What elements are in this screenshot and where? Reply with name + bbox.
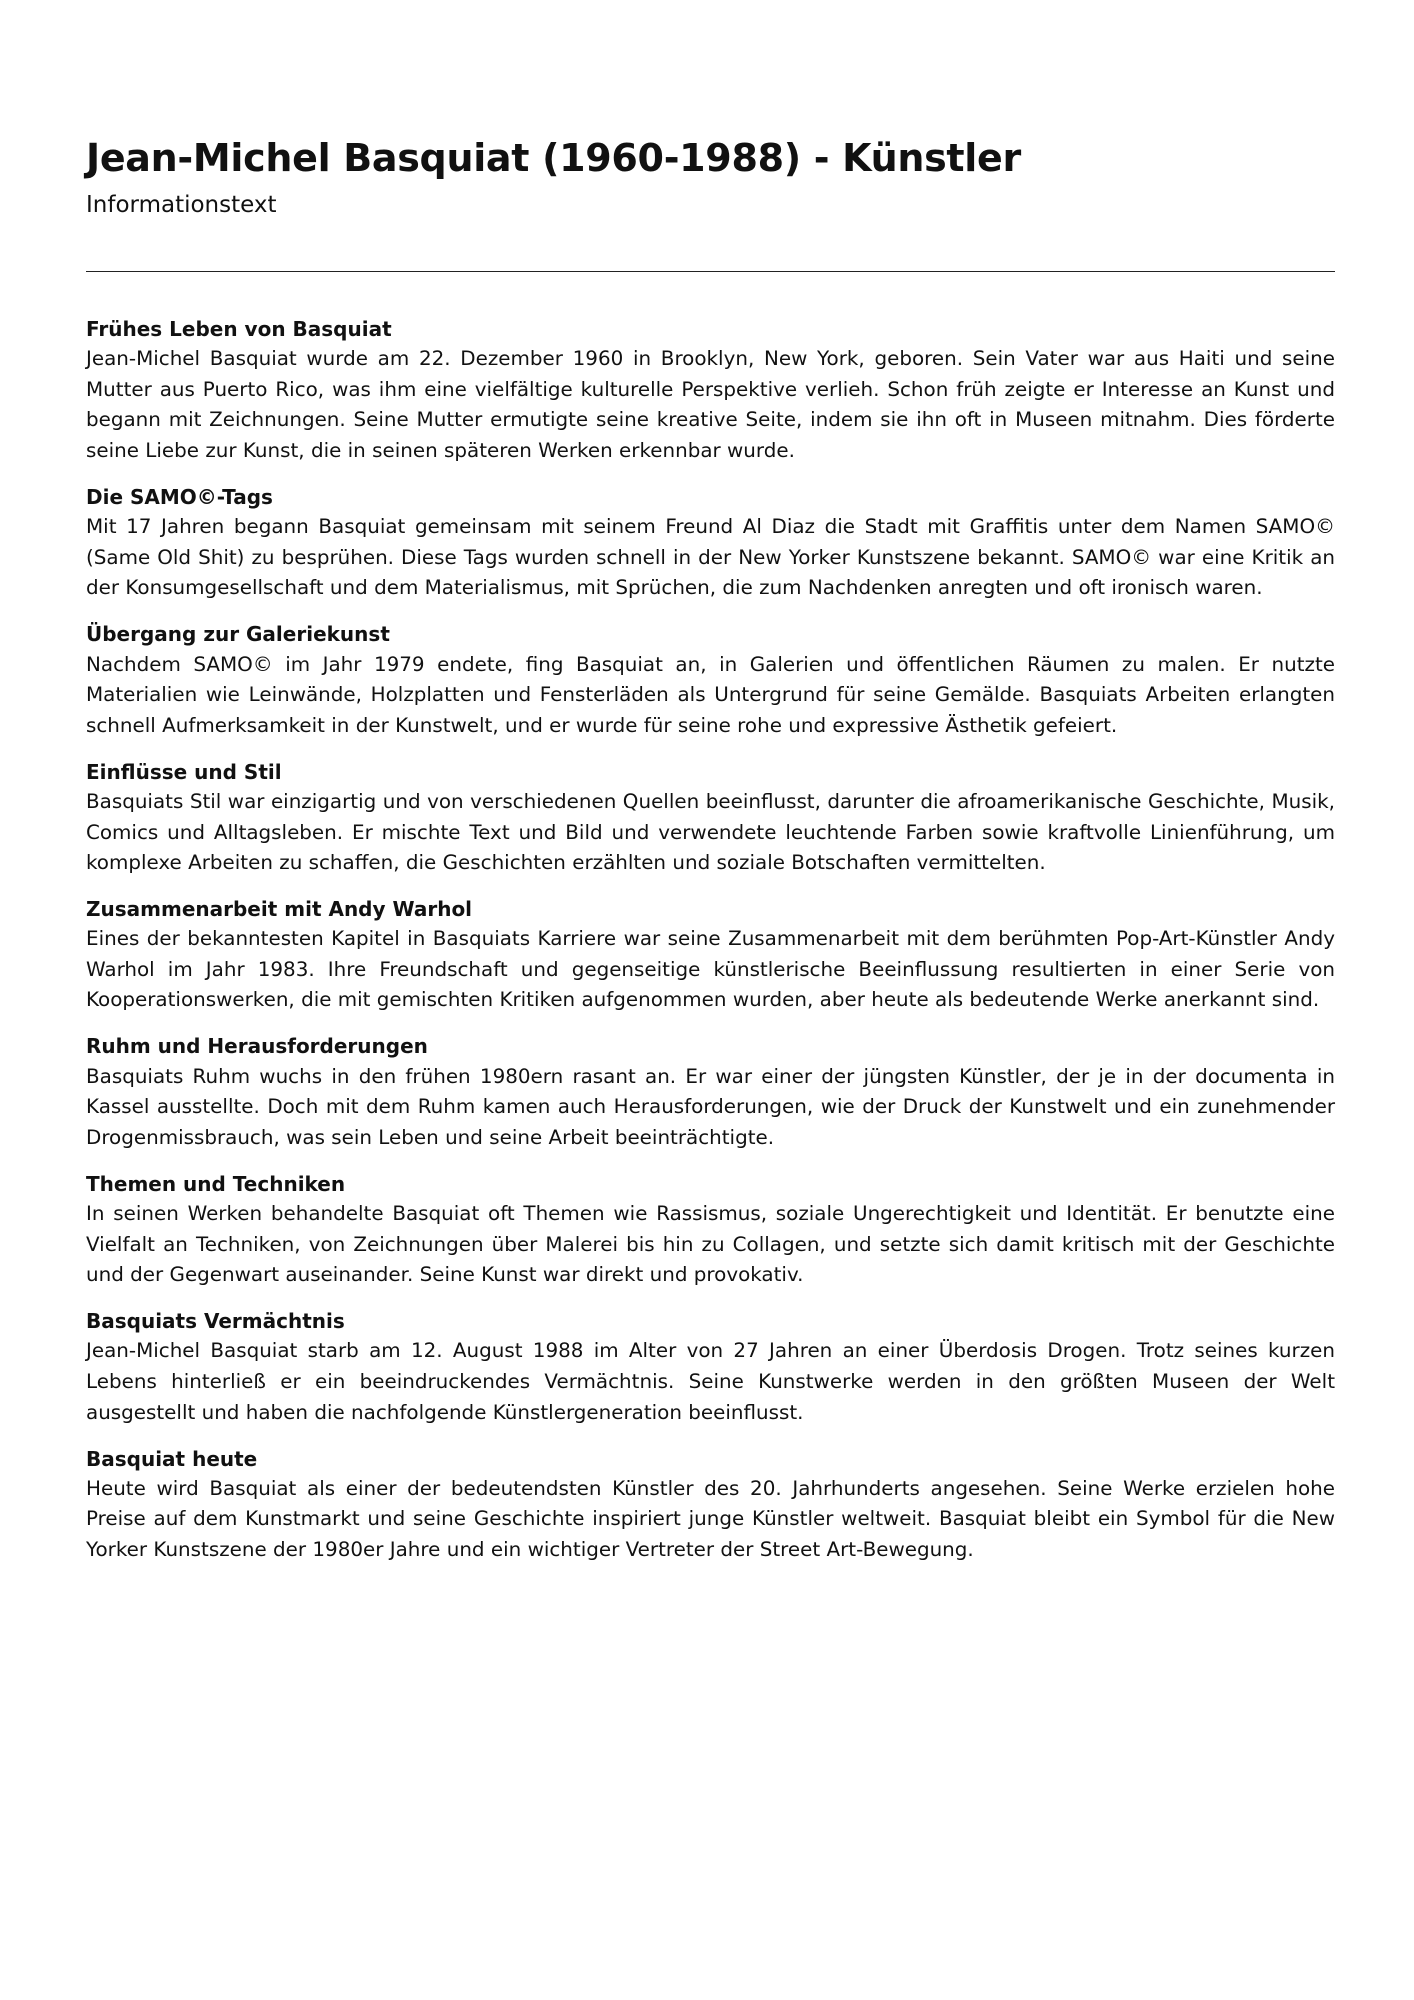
section-fruehes-leben bbox=[86, 314, 1335, 467]
section-einfluesse-stil bbox=[86, 757, 1335, 879]
section-body: Basquiats Ruhm wuchs in den frühen 1980ern rasant an. Er war einer der jüngsten Künstler, der je in der documenta in Kassel ausstellte. Doch mit dem Ruhm kamen auch Herausforderungen, wie der Druck der Kunstwelt und ein zunehmender Drogenmissbrauch, was sein Leben und seine Arbeit beeinträchtigte. bbox=[86, 1064, 1335, 1149]
section-body: Nachdem SAMO© im Jahr 1979 endete, fing Basquiat an, in Galerien und öffentlichen Räumen zu malen. Er nutzte Materialien wie Leinwände, Holzplatten und Fensterläden als Untergrund für seine Gemälde. Basquiats Arbeiten erlangten schnell Aufmerksamkeit in der Kunstwelt, und er wurde für seine rohe und expressive Ästhetik gefeiert. bbox=[86, 652, 1335, 737]
section-ruhm bbox=[86, 1031, 1335, 1153]
section-basquiat-heute bbox=[86, 1444, 1335, 1566]
section-heading: Themen und Techniken bbox=[86, 1171, 346, 1196]
section-heading: Zusammenarbeit mit Andy Warhol bbox=[86, 897, 473, 922]
section-heading: Frühes Leben von Basquiat bbox=[86, 317, 392, 341]
section-heading: Basquiat heute bbox=[86, 1446, 258, 1471]
section-body: Mit 17 Jahren begann Basquiat gemeinsam mit seinem Freund Al Diaz die Stadt mit Graffitis unter dem Namen SAMO© (Same Old Shit) zu besprühen. Diese Tags wurden schnell in der New Yorker Kunstszene bekannt. SAMO© war eine Kritik an der Konsumgesellschaft und dem Materialismus, mit Sprüchen, die zum Nachdenken anregten und oft ironisch waren. bbox=[86, 515, 1335, 600]
section-themen-techniken bbox=[86, 1169, 1335, 1291]
section-body: Jean-Michel Basquiat wurde am 22. Dezember 1960 in Brooklyn, New York, geboren. Sein Vater war aus Haiti und seine Mutter aus Puerto Rico, was ihm eine vielfältige kulturelle Perspektive verlieh. Schon früh zeigte er Interesse an Kunst und begann mit Zeichnungen. Seine Mutter ermutigte seine kreative Seite, indem sie ihn oft in Museen mitnahm. Dies förderte seine Liebe zur Kunst, die in seinen späteren Werken erkennbar wurde. bbox=[86, 347, 1335, 462]
section-body: Jean-Michel Basquiat starb am 12. August 1988 im Alter von 27 Jahren an einer Überdosis Drogen. Trotz seines kurzen Lebens hinterließ er ein beeindruckendes Vermächtnis. Seine Kunstwerke werden in den größten Museen der Welt ausgestellt und haben die nachfolgende Künstlergeneration beeinflusst. bbox=[86, 1339, 1335, 1424]
section-body: Eines der bekanntesten Kapitel in Basquiats Karriere war seine Zusammenarbeit mit dem berühmten Pop-Art-Künstler Andy Warhol im Jahr 1983. Ihre Freundschaft und gegenseitige künstlerische Beeinflussung resultierten in einer Serie von Kooperationswerken, die mit gemischten Kritiken aufgenommen wurden, aber heute als bedeutende Werke anerkannt sind. bbox=[86, 927, 1335, 1012]
section-samo-tags bbox=[86, 482, 1335, 604]
section-heading: Ruhm und Herausforderungen bbox=[86, 1034, 428, 1059]
section-heading: Übergang zur Galeriekunst bbox=[86, 622, 390, 647]
section-body: Basquiats Stil war einzigartig und von verschiedenen Quellen beeinflusst, darunter die afroamerikanische Geschichte, Musik, Comics und Alltagsleben. Er mischte Text und Bild und verwendete leuchtende Farben sowie kraftvolle Linienführung, um komplexe Arbeiten zu schaffen, die Geschichten erzählten und soziale Botschaften vermittelten. bbox=[86, 789, 1335, 875]
section-heading: Einflüsse und Stil bbox=[86, 759, 282, 784]
section-vermaechtnis bbox=[86, 1306, 1335, 1428]
sections-container bbox=[86, 314, 1335, 1581]
document-subtitle: Informationstext bbox=[86, 192, 277, 218]
document-title: Jean-Michel Basquiat (1960-1988) - Künstler bbox=[86, 136, 1021, 180]
section-galeriekunst bbox=[86, 619, 1335, 741]
section-heading: Die SAMO©-Tags bbox=[86, 484, 273, 509]
section-andy-warhol bbox=[86, 894, 1335, 1016]
section-heading: Basquiats Vermächtnis bbox=[86, 1309, 345, 1334]
section-body: Heute wird Basquiat als einer der bedeutendsten Künstler des 20. Jahrhunderts angesehen. Seine Werke erzielen hohe Preise auf dem Kunstmarkt und seine Geschichte inspiriert junge Künstler weltweit. Basquiat bleibt ein Symbol für die New Yorker Kunstszene der 1980er Jahre und ein wichtiger Vertreter der Street Art-Bewegung. bbox=[86, 1476, 1335, 1561]
section-body: In seinen Werken behandelte Basquiat oft Themen wie Rassismus, soziale Ungerechtigkeit und Identität. Er benutzte eine Vielfalt an Techniken, von Zeichnungen über Malerei bis hin zu Collagen, und setzte sich damit kritisch mit der Geschichte und der Gegenwart auseinander. Seine Kunst war direkt und provokativ. bbox=[86, 1202, 1335, 1287]
header-divider bbox=[86, 271, 1335, 272]
